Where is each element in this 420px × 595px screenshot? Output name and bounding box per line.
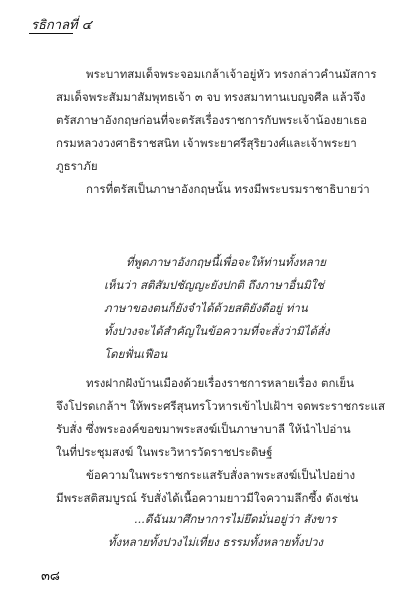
paragraph-line: สมเด็จพระสัมมาสัมพุทธเจ้า ๓ จบ ทรงสมาทานเบญจศีล แล้วจึง [56, 90, 366, 104]
paragraph-line: พระบาทสมเด็จพระจอมเกล้าเจ้าอยู่หัว ทรงกล่าวคำนมัสการ [86, 67, 377, 81]
header-underline [29, 33, 73, 34]
paragraph-line: มีพระสติสมบูรณ์ รับสั่งได้เนื้อความยาวมีใจความลึกซึ้ง ดังเช่น [56, 491, 359, 505]
quote-line: ทั้งปวงจะได้สำคัญในข้อความที่จะสั่งว่ามิได้สั่ง [104, 324, 330, 338]
paragraph-line: ในที่ประชุมสงฆ์ ในพระวิหารวัดราชประดิษฐ์ [56, 445, 273, 459]
quote-line: ทั้งหลายทั้งปวงไม่เที่ยง ธรรมทั้งหลายทั้งปวง [108, 535, 324, 549]
quote-line: โดยฟั่นเฟือน [104, 347, 168, 361]
paragraph-block-2 [56, 372, 384, 510]
quotation-block-1 [104, 251, 364, 366]
paragraph-block-1 [56, 63, 384, 201]
quotation-block-2 [108, 508, 388, 554]
paragraph-line: ภูธราภัย [56, 159, 98, 173]
paragraph-line: จึงโปรดเกล้าฯ ให้พระศรีสุนทรโวหารเข้าไปเฝ้าฯ จดพระราชกระแส [56, 399, 385, 413]
page-number: ๓๘ [41, 569, 60, 584]
running-header: รธิกาลที่ ๔ [31, 18, 92, 33]
paragraph-line: ข้อความในพระราชกระแสรับสั่งลาพระสงฆ์เป็นไปอย่าง [86, 468, 356, 482]
quote-line: ...ดีฉันมาศึกษาการไม่ยึดมั่นอยู่ว่า สังขาร [134, 512, 337, 526]
paragraph-line: ตรัสภาษาอังกฤษก่อนที่จะตรัสเรื่องราชการกับพระเจ้าน้องยาเธอ [56, 113, 368, 127]
quote-line: ที่พูดภาษาอังกฤษนี้เพื่อจะให้ท่านทั้งหลาย [126, 255, 327, 269]
quote-line: เห็นว่า สติสัมปชัญญะยังปกติ ถึงภาษาอื่นมิใช่ [104, 278, 325, 292]
paragraph-line: ทรงฝากฝังบ้านเมืองด้วยเรื่องราชการหลายเรื่อง ตกเย็น [86, 376, 354, 390]
paragraph-line: รับสั่ง ซึ่งพระองค์ขอขมาพระสงฆ์เป็นภาษาบาลี ให้นำไปอ่าน [56, 422, 351, 436]
paragraph-line: กรมหลวงวงศาธิราชสนิท เจ้าพระยาศรีสุริยวงศ์และเจ้าพระยา [56, 136, 357, 150]
quote-line: ภาษาของตนก็ยังจำได้ด้วยสติยังดีอยู่ ท่าน [104, 301, 308, 315]
paragraph-line: การที่ตรัสเป็นภาษาอังกฤษนั้น ทรงมีพระบรมราชาธิบายว่า [86, 182, 370, 196]
